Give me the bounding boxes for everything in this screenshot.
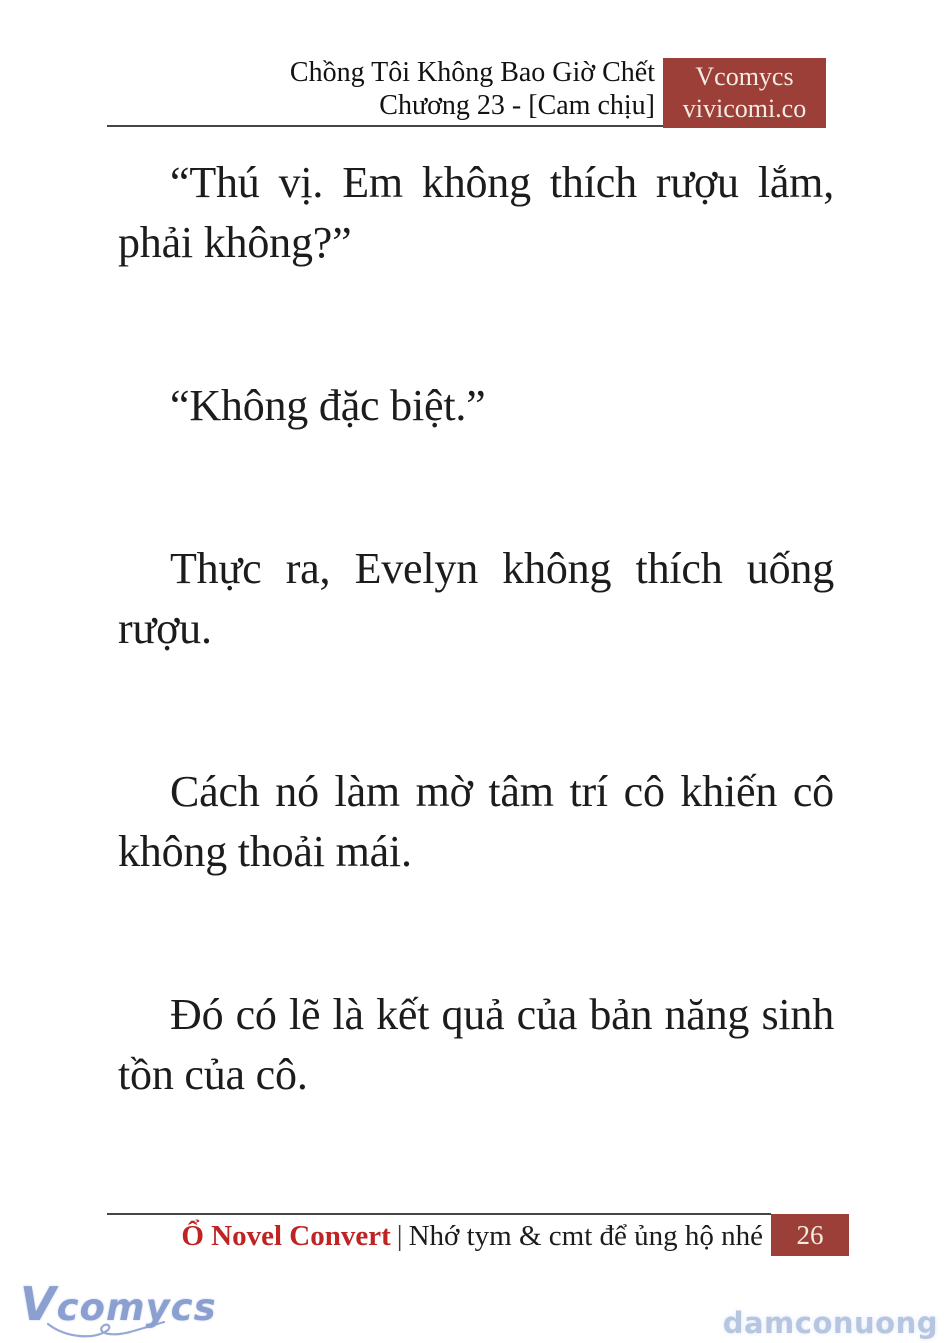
chapter-header (290, 56, 655, 122)
credit-group-name: Ổ Novel Convert (181, 1220, 391, 1252)
paragraph: Cách nó làm mờ tâm trí cô khiến cô không thoải mái. (118, 767, 834, 876)
paragraph: Thực ra, Evelyn không thích uống rượu. (118, 544, 834, 653)
translator-badge-site: vivicomi.co (682, 94, 807, 123)
paragraph: “Thú vị. Em không thích rượu lắm, phải không?” (118, 158, 834, 267)
vcomycs-logo-initial: V (20, 1277, 57, 1331)
credit-separator: | (396, 1220, 403, 1252)
footer-credit (181, 1219, 763, 1253)
site-watermark: damconuong (722, 1306, 938, 1340)
paragraph: Đó có lẽ là kết quả của bản năng sinh tồn của cô. (118, 990, 834, 1099)
page-number-badge (771, 1214, 849, 1256)
credit-note: Nhớ tym & cmt để ủng hộ nhé (408, 1220, 763, 1252)
chapter-title: Chương 23 - [Cam chịu] (379, 90, 655, 121)
translator-badge-name: Vcomycs (695, 62, 794, 91)
vcomycs-logo-rest: comycs (56, 1286, 217, 1329)
novel-title: Chồng Tôi Không Bao Giờ Chết (289, 57, 655, 88)
footer-divider (107, 1213, 771, 1215)
translator-badge (663, 58, 826, 128)
paragraph: “Không đặc biệt.” (170, 381, 486, 430)
header-divider (107, 125, 663, 127)
chapter-text (118, 153, 834, 1208)
logo-flourish-swirl-icon (46, 1320, 166, 1342)
page-number: 26 (796, 1219, 824, 1250)
